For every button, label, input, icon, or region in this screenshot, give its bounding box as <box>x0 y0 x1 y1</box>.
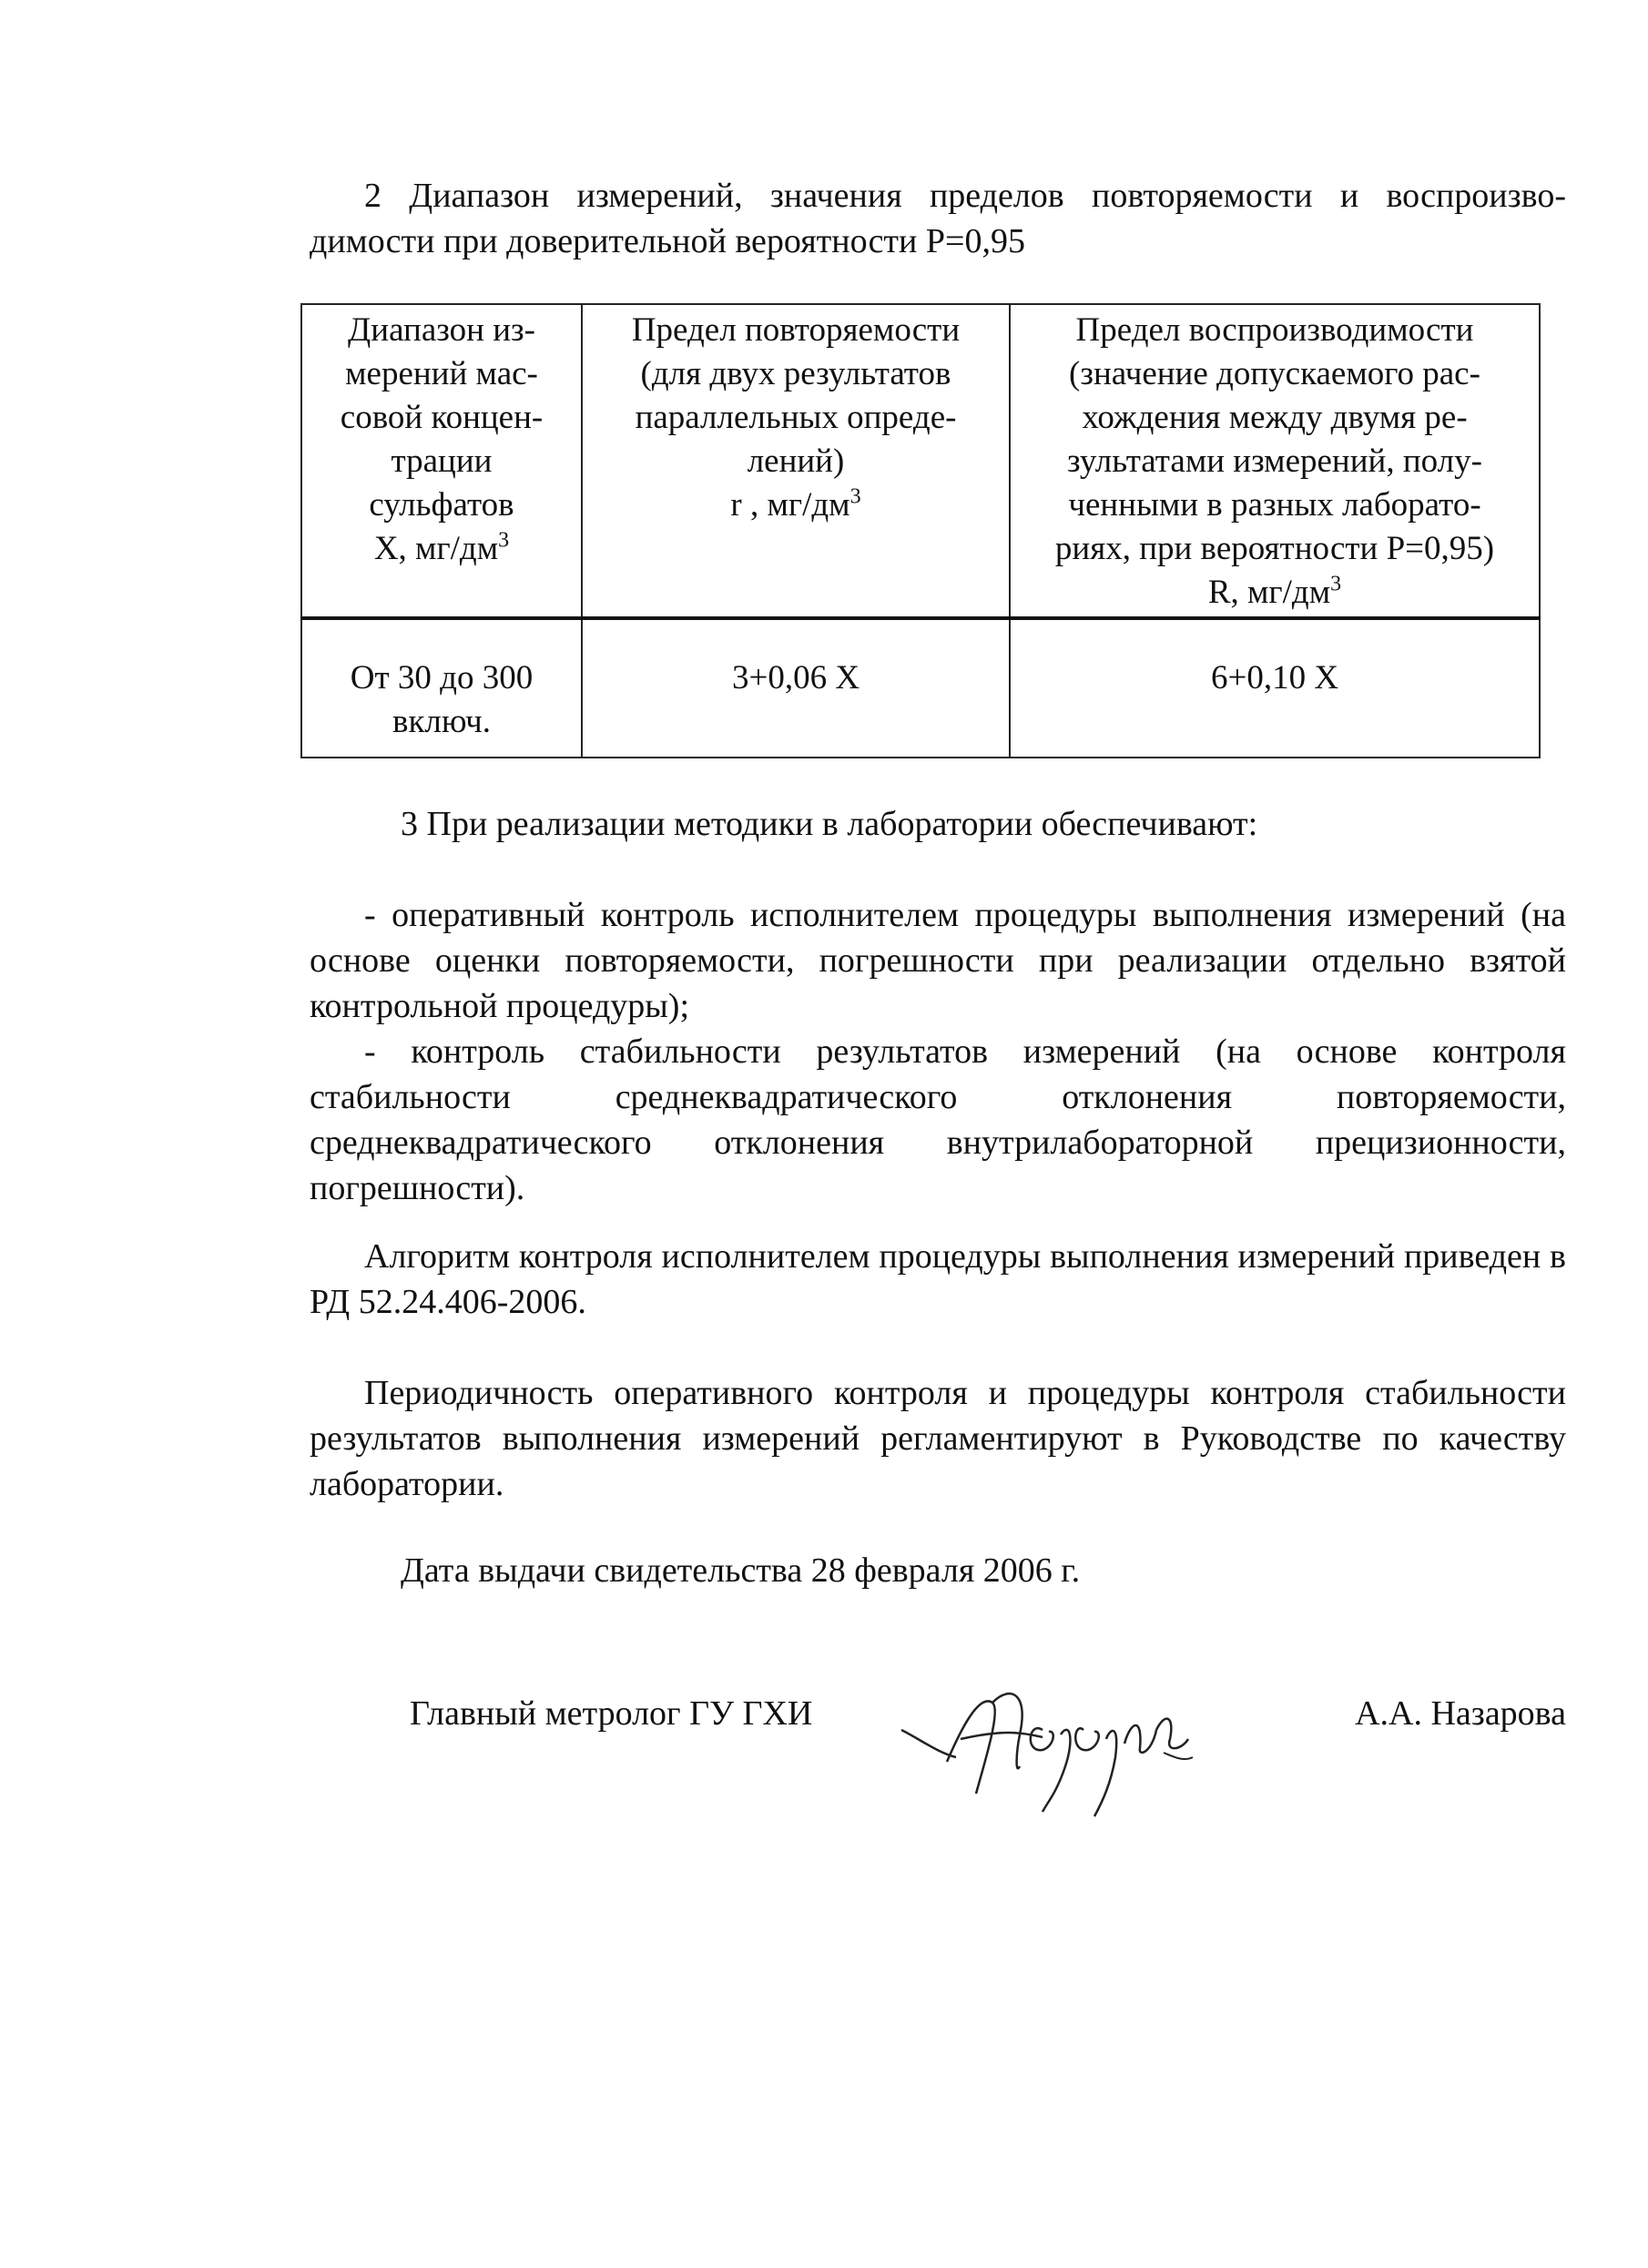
signer-name: А.А. Назарова <box>1355 1694 1566 1733</box>
header-reproducibility: Предел воспроизводимости (значение допускаемого рас- хождения между двумя ре- зультатами измерений, полу- ченными в разных лаборато- риях, при вероятности Р=0,95) R, $мг/дм^3$ <box>1010 304 1540 618</box>
section-3-item-stability-control: - контроль стабильности результатов измерений (на основе контроля стабильности среднеквадратического отклонения повторяемости, среднеквадратического отклонения внутрилабораторной прецизионности, погрешности). <box>310 1032 1566 1207</box>
cell-range: От 30 до 300 включ. <box>301 618 582 758</box>
section-3-intro: 3 При реализации методики в лаборатории обеспечивают: <box>401 805 1258 843</box>
section-2-heading-line-1: 2 Диапазон измерений, значения пределов повторяемости и воспроизво- <box>364 177 1566 215</box>
signature-block <box>310 1675 1566 1821</box>
issue-date: Дата выдачи свидетельства 28 февраля 2006 г. <box>401 1551 1081 1590</box>
cell-repeatability: 3+0,06 X <box>582 618 1010 758</box>
header-repeatability: Предел повторяемости (для двух результатов параллельных опреде- лений) r , $мг/дм^3$ <box>582 304 1010 618</box>
section-2-heading <box>310 173 1566 264</box>
header-range: Диапазон из- мерений мас- совой концен- трации сульфатов X, $мг/дм^3$ <box>301 304 582 618</box>
cell-reproducibility: 6+0,10 X <box>1010 618 1540 758</box>
handwritten-signature <box>892 1666 1202 1821</box>
table-row <box>301 618 1540 758</box>
section-3-item-operational-control: - оперативный контроль исполнителем процедуры выполнения измерений (на основе оценки повторяемости, погрешности при реализации отдельно взятой контрольной процедуры); <box>310 896 1566 1025</box>
periodicity-paragraph: Периодичность оперативного контроля и процедуры контроля стабильности результатов выполнения измерений регламентируют в Руководстве по качеству лаборатории. <box>310 1374 1566 1503</box>
svg-text:Назарова: Назарова <box>1047 1812 1051 1813</box>
measurement-limits-table <box>300 303 1541 758</box>
section-2-heading-line-2: димости при доверительной вероятности Р=0,95 <box>310 222 1025 260</box>
table-header-row <box>301 304 1540 618</box>
signer-title: Главный метролог ГУ ГХИ <box>410 1694 813 1733</box>
algorithm-paragraph: Алгоритм контроля исполнителем процедуры выполнения измерений приведен в РД 52.24.406-2006. <box>310 1237 1566 1321</box>
